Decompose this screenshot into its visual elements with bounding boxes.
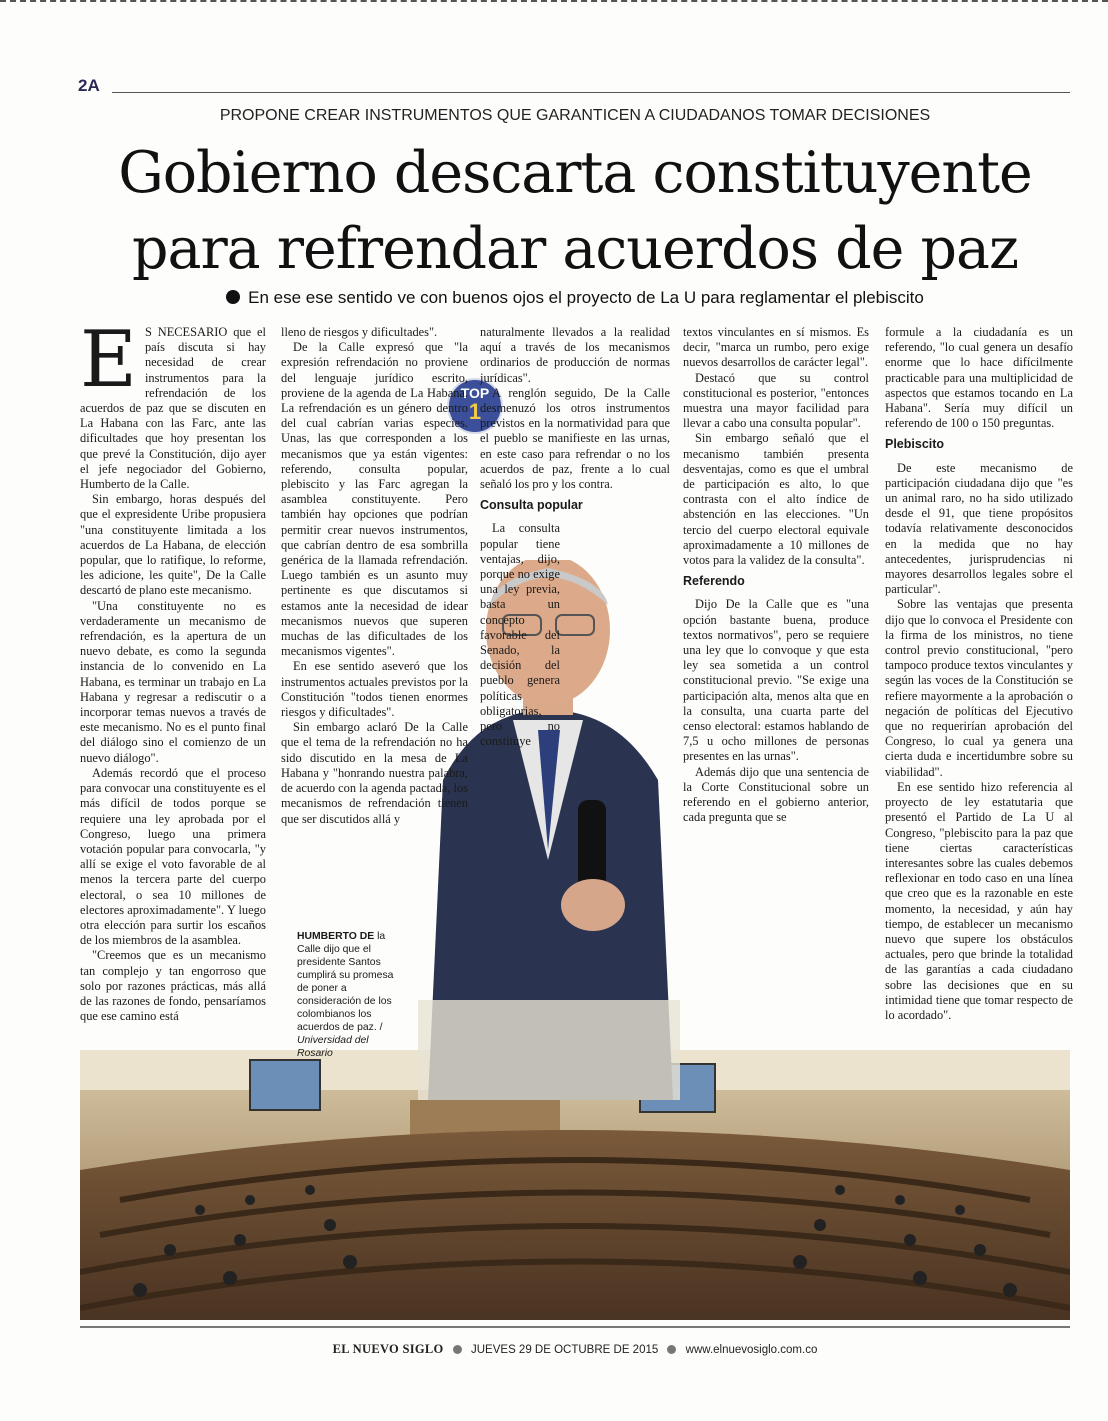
newspaper-brand: EL NUEVO SIGLO — [332, 1342, 444, 1356]
paragraph: Además recordó que el proceso para convocar una constituyente es el más difícil de todos porque se requiere una ley aprobada por el Congreso, luego una primera votación popular para convocarla, "y allí se exige el voto favorable de al menos la tercera parte del cuerpo electoral, o sea 10 millones de electores aproximadamente". Y luego otra elección para surtir los escaños de los miembros de la asamblea. — [80, 765, 266, 948]
paragraph: textos vinculantes en sí mismos. Es decir, "marca un rumbo, pero exige nuevos desarrollos de carácter legal". — [683, 325, 869, 370]
bullet-icon — [226, 290, 240, 304]
top-dashed-border — [0, 0, 1108, 6]
paragraph: Sobre las ventajas que presenta dijo que lo convoca el Presidente con la firma de los ministros, no tiene control previo constitucional, "pero tampoco produce textos vinculantes y según las voces de la Constitución se refiere mayormente a la aprobación o negación de políticas del Ejecutivo que no requerirían aprobación del Congreso, lo cual ya genera una cierta duda e incertidumbre sobre su viabilidad". — [885, 597, 1073, 779]
photo-caption — [297, 930, 397, 1060]
paragraph: "Una constituyente no es verdaderamente un mecanismo de refrendación, es la apertura de un nuevo debate, es como la segunda instancia de lo convenido en La Habana, es terminar un trabajo en La Habana y regresar a rediscutir o a incorporar temas nuevos a través de este mecanismo. No es el punto final del diálogo sino el comienzo de un nuevo diálogo". — [80, 598, 266, 765]
separator-dot-icon — [453, 1345, 462, 1354]
header-rule — [112, 92, 1070, 93]
footer-url[interactable]: www.elnuevosiglo.com.co — [685, 1344, 818, 1356]
headline-line-2: para refrendar acuerdos de paz — [131, 216, 1019, 282]
page-number: 2A — [78, 76, 100, 95]
kicker: PROPONE CREAR INSTRUMENTOS QUE GARANTICEN A CIUDADANOS TOMAR DECISIONES — [219, 107, 931, 124]
section-heading-referendo: Referendo — [683, 574, 745, 589]
footer-rule — [80, 1326, 1070, 1328]
paragraph: Destacó que su control constitucional es posterior, "entonces muestra una mayor facilidad para llevar a cabo una consulta popular". — [683, 370, 869, 431]
paragraph: naturalmente llevados a la realidad aquí a través de los mecanismos ordinarios de producción de normas jurídicas". — [480, 325, 670, 385]
paragraph: De la Calle expresó que "la expresión refrendación no proviene del lenguaje jurídico escrito, proviene de la agenda de La Habana. La refrendación es un género dentro del cual cabrían varias especies. Unas, las que corresponden a los mecanismos que ya están vigentes: referendo, consulta popular, plebiscito y las Farc agregan la asamblea constituyente. Pero también hay opciones que podrían permitir crear nuevos instrumentos, que cabrían dentro de esa sombrilla genérica de la llamada refrendación. Luego también es un asunto muy pertinente es que discutamos si estamos ante la necesidad de idear mecanismos nuevos que superen muchas de las dificultades de los mecanismos vigentes". — [281, 340, 468, 659]
paragraph: Sin embargo señaló que el mecanismo también presenta desventajas, como es que el umbral de participación es alto, lo que contrasta con el alto índice de abstención en las elecciones. "Un tercio del cuerpo electoral equivale aproximadamente a 10 millones de votos para la validez de la consulta". — [683, 431, 869, 568]
footer-date: JUEVES 29 DE OCTUBRE DE 2015 — [471, 1344, 659, 1356]
paragraph: De este mecanismo de participación ciudadana dijo que "es un animal raro, no ha sido utilizado desde el 91, que tiene propósitos todavía relativamente desconocidos en la medida que no hay antecedentes, jurisprudencias ni mayores desarrollos legales sobre el particular". — [885, 460, 1073, 597]
article-column-5 — [885, 325, 1073, 1023]
subheadline — [80, 288, 1070, 308]
paragraph: En ese sentido aseveró que los instrumentos actuales previstos por la Constitución "todos tienen enormes riesgos y dificultades". — [281, 659, 468, 720]
paragraph: Sin embargo, horas después del que el expresidente Uribe propusiera "una constituyente limitada a los acuerdos de La Habana, de elección popular, que lo ratifique, lo reforme, les adicione, les quite", De la Calle descartó de plano este mecanismo. — [80, 492, 266, 598]
headline — [80, 135, 1070, 287]
article-column-2 — [281, 325, 468, 827]
badge-label: TOP — [460, 385, 490, 401]
section-heading-consulta: Consulta popular — [480, 498, 583, 513]
paragraph: Sin embargo aclaró De la Calle que el tema de la refrendación no ha sido discutido en la mesa de La Habana y "honrando nuestra palabra, de acuerdo con la agenda pactada, los mecanismos de refrendación tienen que ser discutidos allá y — [281, 720, 468, 826]
separator-dot-icon — [667, 1345, 676, 1354]
section-heading-plebiscito: Plebiscito — [885, 437, 945, 452]
caption-text: la Calle dijo que el presidente Santos cumplirá su promesa de poner a consideración de los colombianos los acuerdos de paz. / — [297, 931, 394, 1033]
article-column-3 — [480, 325, 670, 749]
paragraph: A renglón seguido, De la Calle desmenuzó los otros instrumentos previstos en la normatividad para que el pueblo se manifieste en las urnas, en este caso para refrendar o no los acuerdos de paz, frente a lo cual señaló los pro y los contra. — [480, 385, 670, 492]
article-column-1 — [80, 315, 266, 1024]
caption-credit: Universidad del Rosario — [297, 1035, 369, 1059]
paragraph: lleno de riesgos y dificultades". — [281, 325, 438, 339]
caption-name: HUMBERTO DE — [297, 931, 375, 942]
paragraph: Dijo De la Calle que es "una opción bastante buena, produce textos normativos", pero se requiere una ley que lo convoque y que esta ley sea sometida a un control constitucional previo. "Se exige una participación alta, menos alta que en la consulta, una cuarta parte del censo electoral: estamos hablando de 7,5 u ocho millones de personas presentes en las urnas". — [683, 597, 869, 764]
paragraph: "Creemos que es un mecanismo tan complejo y tan engorroso que solo por razones prácticas, más allá de las razones de fondo, pensaríamos que ese camino está — [80, 948, 266, 1024]
paragraph: Además dijo que una sentencia de la Corte Constitucional sobre un referendo en el gobierno anterior, cada pregunta que se — [683, 764, 869, 825]
badge-number: 1 — [468, 399, 482, 424]
subheadline-text: En ese ese sentido ve con buenos ojos el proyecto de La U para reglamentar el plebiscito — [248, 288, 924, 307]
drop-cap: E — [80, 315, 137, 405]
headline-line-1: Gobierno descarta constituyente — [118, 140, 1032, 206]
paragraph: En ese sentido hizo referencia al proyecto de ley estatutaria que presentó el Partido de La U al Congreso, "plebiscito para la paz que tiene ciertas características interesantes sobre las cuales debemos reflexionar en todo caso en una línea que creo que es la razonable en este momento, la necesidad, y aún hay tiempo, de establecer un mecanismo nuevo que supere los obstáculos actuales, pero que brinde la totalidad de las garantías a cada ciudadano sobre las decisiones que en su intimidad tiene que tomar respecto de lo acordado". — [885, 779, 1073, 1022]
paragraph: La consulta popular tiene ventajas, dijo, porque no exige una ley previa, basta un concepto favorable del Senado, la decisión del pueblo genera políticas obligatorias, pero no constituye — [480, 521, 560, 749]
paragraph: formule a la ciudadanía es un referendo, "lo cual genera un desafío enorme que lo hace difícilmente practicable para una multiplicidad de aspectos que estamos tocando en La Habana". Sería muy difícil un referendo de 100 o 150 preguntas. — [885, 325, 1073, 431]
article-column-4 — [683, 325, 869, 826]
footer — [80, 1342, 1070, 1357]
paragraph: E S NECESARIO que el país discuta si hay necesidad de crear instrumentos para la refrendación de los acuerdos de paz que se discuten en La Habana con las Farc, ante las dificultades que hoy presentan los que prevé la Constitución, dijo ayer el jefe negociador del Gobierno, Humberto de la Calle. — [80, 315, 266, 492]
